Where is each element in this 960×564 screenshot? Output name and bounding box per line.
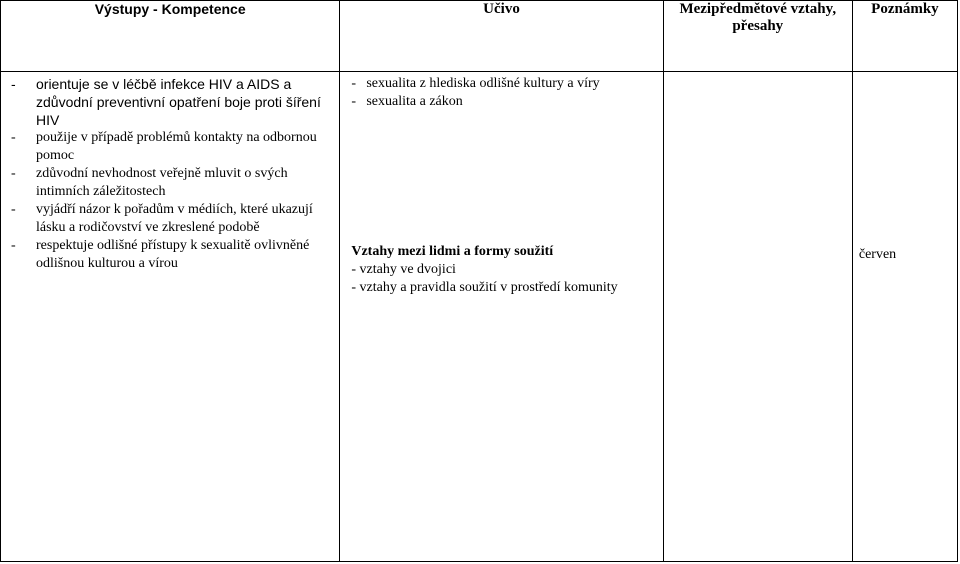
notes-cell <box>852 72 957 562</box>
list-item: - zdůvodní nevhodnost veřejně mluvit o svých intimních záležitostech <box>11 165 331 201</box>
list-item: - vztahy ve dvojici <box>351 262 456 277</box>
list-item: - sexualita a zákon <box>351 93 654 111</box>
list-item: - použije v případě problémů kontakty na odbornou pomoc <box>11 129 331 165</box>
header-outcomes: Výstupy - Kompetence <box>1 1 340 72</box>
list-item: - orientuje se v léčbě infekce HIV a AIDS a zdůvodní preventivní opatření boje proti šíření HIV <box>11 75 331 129</box>
table-row <box>1 72 958 562</box>
curriculum-section <box>340 111 662 297</box>
curriculum-list <box>340 72 662 111</box>
section-title: Vztahy mezi lidmi a formy soužití <box>351 244 554 259</box>
table-header-row <box>1 1 958 72</box>
cross-curricular-cell <box>663 72 852 562</box>
header-notes: Poznámky <box>852 1 957 72</box>
header-curriculum: Učivo <box>340 1 663 72</box>
header-cross-curricular: Mezipředmětové vztahy, přesahy <box>663 1 852 72</box>
list-item: - vyjádří názor k pořadům v médiích, které ukazují lásku a rodičovství ve zkreslené podobě <box>11 201 331 237</box>
list-item: - sexualita z hlediska odlišné kultury a víry <box>351 75 654 93</box>
outcomes-list <box>1 72 339 273</box>
outcomes-cell <box>1 72 340 562</box>
list-item: - respektuje odlišné přístupy k sexualitě ovlivněné odlišnou kulturou a vírou <box>11 237 331 273</box>
curriculum-cell <box>340 72 663 562</box>
notes-text: červen <box>858 247 897 262</box>
list-item: - vztahy a pravidla soužití v prostředí komunity <box>351 280 618 295</box>
